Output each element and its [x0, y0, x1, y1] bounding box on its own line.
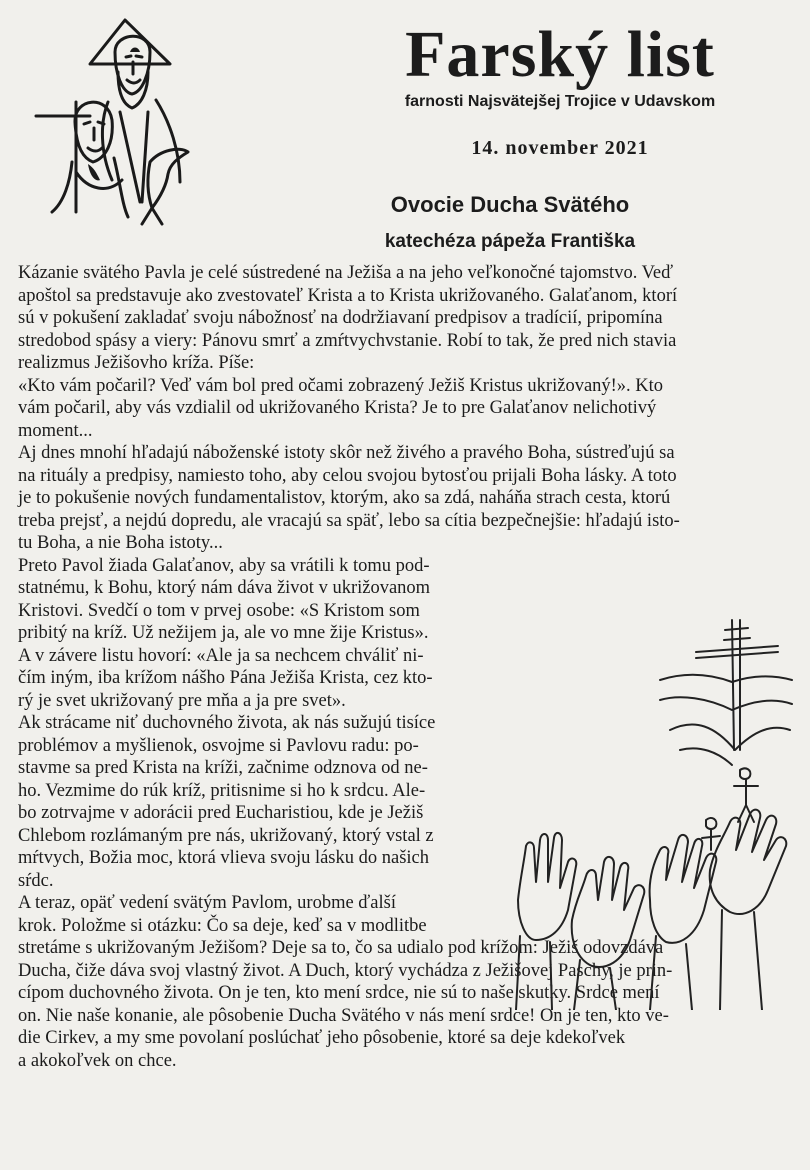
text-line: A v závere listu hovorí: «Ale ja sa nechcem chváliť ni- [18, 645, 424, 666]
trinity-logo-icon [30, 12, 200, 227]
text-line: je to pokušenie nových fundamentalistov, ktorým, ako sa zdá, naháňa strach cesta, ktorú [18, 488, 671, 508]
text-line: Chlebom rozlámaným pre nás, ukrižovaný, ktorý vstal z [18, 825, 434, 846]
text-line: statnému, k Bohu, ktorý nám dáva život v ukrižovanom [18, 578, 431, 598]
text-line: problémov a myšlienok, osvojme si Pavlovu radu: po- [18, 735, 419, 756]
article-subtitle: katechéza pápeža Františka [384, 231, 636, 252]
cross-hands-illustration-icon [510, 600, 795, 1010]
text-line: stredobod spásy a viery: Pánovu smrť a zmŕtvychvstanie. Robí to tak, že pred nich stavia [18, 330, 677, 351]
text-line: on. Nie naše konanie, ale pôsobenie Ducha Svätého v nás mení srdce! On je ten, kto ve- [18, 1005, 669, 1026]
text-line: mŕtvych, Božia moc, ktorá vlieva svoju lásku do našich [18, 848, 430, 868]
text-line: čím iným, iba krížom nášho Pána Ježiša Krista, cez kto- [18, 668, 433, 688]
text-line: rý je svet ukrižovaný pre mňa a ja pre svet». [18, 690, 346, 711]
text-line: treba prejsť, a nejdú dopredu, ale vracajú sa späť, lebo sa cítia bezpečnejšie: hľadajú isto- [18, 510, 680, 531]
text-line: krok. Položme si otázku: Čo sa deje, keď sa v modlitbe [18, 915, 427, 936]
text-line: na rituály a predpisy, namiesto toho, aby celou svojou bytosťou prijali Boha lásky. A toto [18, 465, 677, 486]
text-line: Kázanie svätého Pavla je celé sústredené na Ježiša a na jeho veľkonočné tajomstvo. Veď [18, 263, 674, 283]
text-line: Preto Pavol žiada Galaťanov, aby sa vrátili k tomu pod- [18, 555, 430, 576]
issue-date: 14. november 2021 [471, 137, 649, 159]
text-line: A teraz, opäť vedení svätým Pavlom, urobme ďalší [18, 893, 396, 913]
newsletter-title: Farský list [405, 18, 715, 91]
text-line: pribitý na kríž. Už nežijem ja, ale vo mne žije Kristus». [18, 623, 429, 643]
text-line: apoštol sa predstavuje ako zvestovateľ Krista a to Krista ukrižovaného. Galaťanom, ktorí [18, 285, 678, 306]
text-line: die Cirkev, a my sme povolaní poslúchať jeho pôsobenie, ktoré sa deje kdekoľvek [18, 1028, 626, 1048]
text-line: Ducha, čiže dáva svoj vlastný život. A Duch, ktorý vychádza z Ježišovej Paschy, je prin- [18, 960, 673, 981]
text-line: vám počaril, aby vás vzdialil od ukrižovaného Krista? Je to pre Galaťanov nelichotivý [18, 398, 657, 418]
text-line: Ak strácame niť duchovného života, ak nás sužujú tisíce [18, 713, 436, 733]
parish-name: farnosti Najsvätejšej Trojice v Udavskom [404, 93, 716, 110]
text-line: stretáme s ukrižovaným Ježišom? Deje sa to, čo sa udialo pod krížom: Ježiš odovzdáva [18, 938, 664, 958]
article-title: Ovocie Ducha Svätého [390, 192, 630, 217]
text-line: cípom duchovného života. On je ten, kto mení srdce, nie sú to naše skutky. Srdce mení [18, 983, 660, 1003]
text-line: stavme sa pred Krista na kríži, začnime odznova od ne- [18, 758, 428, 778]
text-line: realizmus Ježišovho kríža. Píše: [18, 353, 255, 373]
text-line: moment... [18, 420, 93, 441]
text-line: ho. Vezmime do rúk kríž, pritisnime si ho k srdcu. Ale- [18, 780, 426, 801]
text-line: bo zotrvajme v adorácii pred Eucharistiou, kde je Ježiš [18, 803, 424, 823]
text-line: a akokoľvek on chce. [18, 1050, 177, 1071]
text-line: «Kto vám počaril? Veď vám bol pred očami zobrazený Ježiš Kristus ukrižovaný!». Kto [18, 375, 664, 396]
text-line: Kristovi. Svedčí o tom v prvej osobe: «S Kristom som [18, 600, 420, 621]
text-line: Aj dnes mnohí hľadajú náboženské istoty skôr než živého a pravého Boha, sústreďujú sa [18, 443, 675, 463]
text-line: sú v pokušení zakladať svoju nábožnosť na dodržiavaní predpisov a tradícií, pripomína [18, 308, 663, 328]
text-line: tu Boha, a nie Boha istoty... [18, 533, 223, 553]
text-line: sŕdc. [18, 870, 54, 891]
